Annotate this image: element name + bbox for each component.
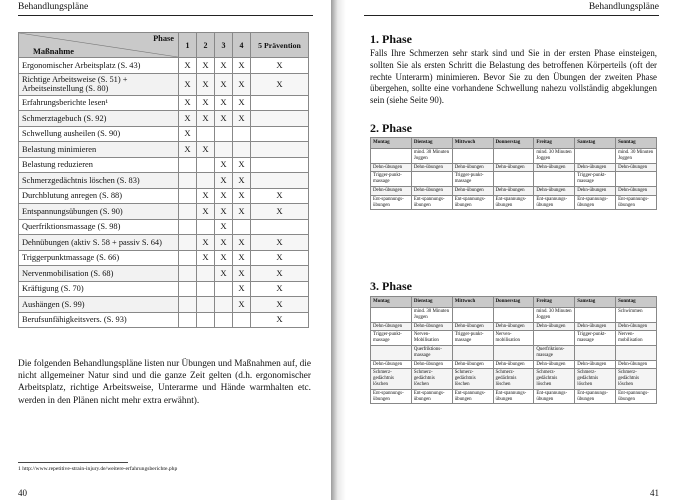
phase-4-mark <box>233 219 251 235</box>
phase-3-mark: X <box>215 219 233 235</box>
phase-1-header: 1 <box>179 33 197 58</box>
schedule-cell: Dehn-übungen <box>575 163 616 172</box>
measures-table <box>18 32 309 328</box>
measure-label: Durchblutung anregen (S. 88) <box>19 188 179 204</box>
schedule-cell: mind. 30 Minuten Joggen <box>411 149 452 164</box>
schedule-cell: Nerven-mobilisation <box>493 331 534 346</box>
phase-2-mark <box>197 157 215 173</box>
schedule-cell: Dehn-übungen <box>371 360 412 369</box>
measures-header-row <box>19 33 309 58</box>
day-header: Mittwoch <box>452 138 493 149</box>
measure-row <box>19 95 309 111</box>
prevention-mark: X <box>251 250 309 266</box>
phase-1-mark: X <box>179 126 197 142</box>
schedule-cell: Ent-spannungs-übungen <box>411 195 452 210</box>
schedule-cell: Schmerz-gedächtnis löschen <box>575 369 616 389</box>
measure-row <box>19 204 309 220</box>
phase-1-mark: X <box>179 142 197 158</box>
measure-label: Erfahrungsberichte lesen¹ <box>19 95 179 111</box>
schedule-cell: Dehn-übungen <box>411 322 452 331</box>
schedule-cell: Dehn-übungen <box>452 163 493 172</box>
schedule-cell: Dehn-übungen <box>493 186 534 195</box>
phase-3-mark: X <box>215 95 233 111</box>
phase-4-mark: X <box>233 281 251 297</box>
phase-2-mark: X <box>197 58 215 74</box>
phase-2-mark <box>197 297 215 313</box>
prevention-mark: X <box>251 281 309 297</box>
schedule-cell: mind. 30 Minuten Joggen <box>616 149 657 164</box>
phase-2-mark <box>197 281 215 297</box>
schedule-cell: Dehn-übungen <box>616 360 657 369</box>
phase-3-mark <box>215 126 233 142</box>
schedule-cell: Dehn-übungen <box>493 163 534 172</box>
phase-2-mark <box>197 266 215 282</box>
prevention-mark: X <box>251 266 309 282</box>
phase-4-mark: X <box>233 157 251 173</box>
schedule-row <box>371 345 657 360</box>
schedule-cell <box>493 172 534 187</box>
phase-1-mark <box>179 204 197 220</box>
schedule-cell: Dehn-übungen <box>534 186 575 195</box>
measure-row <box>19 297 309 313</box>
schedule-row <box>371 331 657 346</box>
page-number-right: 41 <box>650 488 659 498</box>
phase-4-mark: X <box>233 250 251 266</box>
day-header: Dienstag <box>411 297 452 308</box>
phase-1-mark: X <box>179 111 197 127</box>
prevention-mark: X <box>251 297 309 313</box>
schedule-cell <box>371 308 412 323</box>
phase-1-mark <box>179 281 197 297</box>
phase-1-mark <box>179 157 197 173</box>
phase-1-mark <box>179 266 197 282</box>
day-header: Samstag <box>575 138 616 149</box>
schedule-cell <box>575 149 616 164</box>
day-header: Montag <box>371 297 412 308</box>
schedule-cell: Schmerz-gedächtnis löschen <box>411 369 452 389</box>
schedule-cell: Dehn-übungen <box>371 322 412 331</box>
measure-row <box>19 235 309 251</box>
phase-2-mark <box>197 173 215 189</box>
phase-1-mark <box>179 250 197 266</box>
measure-row <box>19 73 309 95</box>
measure-label: Triggerpunktmassage (S. 66) <box>19 250 179 266</box>
day-header: Donnerstag <box>493 138 534 149</box>
phase-3-schedule <box>370 296 657 404</box>
phase-4-mark: X <box>233 58 251 74</box>
phase-3-mark <box>215 312 233 328</box>
phase-3-mark: X <box>215 58 233 74</box>
phase-4-mark: X <box>233 188 251 204</box>
schedule-cell: Dehn-übungen <box>493 322 534 331</box>
schedule-cell: Dehn-übungen <box>452 360 493 369</box>
phase-3-mark: X <box>215 204 233 220</box>
schedule-cell: Dehn-übungen <box>411 360 452 369</box>
phase-3-mark <box>215 281 233 297</box>
schedule-cell: Dehn-übungen <box>534 322 575 331</box>
phase-4-mark: X <box>233 235 251 251</box>
schedule-cell: Ent-spannungs-übungen <box>411 389 452 404</box>
phase-4-mark <box>233 142 251 158</box>
phase-1-mark <box>179 173 197 189</box>
schedule-cell: Schmerz-gedächtnis löschen <box>616 369 657 389</box>
phase-4-mark: X <box>233 95 251 111</box>
phase-1-mark: X <box>179 95 197 111</box>
phase-1-mark <box>179 297 197 313</box>
measure-label: Aushängen (S. 99) <box>19 297 179 313</box>
schedule-cell: Ent-spannungs-übungen <box>534 195 575 210</box>
phase-3-mark: X <box>215 266 233 282</box>
phase-1-mark <box>179 219 197 235</box>
day-header: Donnerstag <box>493 297 534 308</box>
measure-row <box>19 188 309 204</box>
measure-row <box>19 266 309 282</box>
phase-3-mark: X <box>215 235 233 251</box>
prevention-mark: X <box>251 312 309 328</box>
day-header: Montag <box>371 138 412 149</box>
measure-label: Entspannungsübungen (S. 90) <box>19 204 179 220</box>
schedule-cell: Dehn-übungen <box>616 163 657 172</box>
phase-1-text: Falls Ihre Schmerzen sehr stark sind und Sie in der ersten Phase einsteigen, sollten Sie als ersten Schritt die Belastung des betroffenen Körperteils (oft der rechte Unterarm) minimieren. Bevor Sie zu den Übungen der zweiten Phase übergehen, sollte eine vorhandene Schwellung nahezu vollständig abgeklungen sein (siehe Seite 90). <box>370 48 657 106</box>
measure-row <box>19 250 309 266</box>
day-header: Sonntag <box>616 138 657 149</box>
schedule-row <box>371 360 657 369</box>
schedule-cell: Dehn-übungen <box>575 322 616 331</box>
schedule-cell: Nerven-mobilisation <box>616 331 657 346</box>
schedule-cell: Ent-spannungs-übungen <box>616 389 657 404</box>
phase-2-mark: X <box>197 142 215 158</box>
phase-4-mark: X <box>233 266 251 282</box>
phase-3-mark: X <box>215 188 233 204</box>
measure-row <box>19 58 309 74</box>
day-header: Mittwoch <box>452 297 493 308</box>
phase-3-title: 3. Phase <box>370 279 412 293</box>
header-rule-left <box>18 15 313 16</box>
phase-2-mark <box>197 219 215 235</box>
phase-3-mark: X <box>215 250 233 266</box>
measure-label: Schmerztagebuch (S. 92) <box>19 111 179 127</box>
phase-2-mark: X <box>197 95 215 111</box>
schedule-cell: Dehn-übungen <box>371 163 412 172</box>
measure-label: Querfriktionsmassage (S. 98) <box>19 219 179 235</box>
schedule-row <box>371 369 657 389</box>
phase-2-schedule <box>370 137 657 210</box>
schedule-cell: Ent-spannungs-übungen <box>493 389 534 404</box>
schedule-cell: Dehn-übungen <box>371 186 412 195</box>
schedule-cell: Dehn-übungen <box>411 186 452 195</box>
day-header: Freitag <box>534 297 575 308</box>
phase-3-mark <box>215 297 233 313</box>
schedule-cell <box>493 149 534 164</box>
schedule-row <box>371 195 657 210</box>
schedule-cell: Ent-spannungs-übungen <box>575 195 616 210</box>
phase-4-header: 4 <box>233 33 251 58</box>
prevention-header: 5 Prävention <box>251 33 309 58</box>
schedule-cell: Querfriktions-massage <box>411 345 452 360</box>
phase-measure-header <box>19 33 179 58</box>
phase-2-mark: X <box>197 204 215 220</box>
schedule-cell: Trigger-punkt-massage <box>371 172 412 187</box>
measure-row <box>19 126 309 142</box>
schedule-cell: Dehn-übungen <box>534 360 575 369</box>
phase-4-mark: X <box>233 73 251 95</box>
prevention-mark <box>251 111 309 127</box>
phase-4-mark <box>233 312 251 328</box>
schedule-cell: Ent-spannungs-übungen <box>616 195 657 210</box>
schedule-cell <box>452 308 493 323</box>
measure-row <box>19 157 309 173</box>
schedule-cell: Schmerz-gedächtnis löschen <box>452 369 493 389</box>
schedule-row <box>371 389 657 404</box>
right-page <box>346 0 677 500</box>
phase-2-mark <box>197 312 215 328</box>
phase-2-mark: X <box>197 73 215 95</box>
measure-label: Schmerzgedächtnis löschen (S. 83) <box>19 173 179 189</box>
day-header: Dienstag <box>411 138 452 149</box>
measure-label: Dehnübungen (aktiv S. 58 + passiv S. 64) <box>19 235 179 251</box>
schedule-cell <box>493 345 534 360</box>
phase-1-mark <box>179 188 197 204</box>
schedule-cell <box>452 149 493 164</box>
schedule-row <box>371 308 657 323</box>
schedule-cell: Dehn-übungen <box>411 163 452 172</box>
schedule-cell: Schmerz-gedächtnis löschen <box>371 369 412 389</box>
prevention-mark: X <box>251 58 309 74</box>
schedule-row <box>371 186 657 195</box>
schedule-cell: Ent-spannungs-übungen <box>371 195 412 210</box>
schedule-cell: Dehn-übungen <box>575 186 616 195</box>
measure-label: Richtige Arbeitsweise (S. 51) + Arbeitseinstellung (S. 80) <box>19 73 179 95</box>
measure-header-label: Maßnahme <box>33 47 74 56</box>
phase-4-mark: X <box>233 204 251 220</box>
prevention-mark <box>251 157 309 173</box>
phase-1-title: 1. Phase <box>370 32 412 46</box>
schedule-cell: Trigger-punkt-massage <box>371 331 412 346</box>
phase-4-mark: X <box>233 111 251 127</box>
schedule-cell <box>411 172 452 187</box>
measure-row <box>19 173 309 189</box>
schedule-cell: Querfriktions-massage <box>534 345 575 360</box>
measure-row <box>19 312 309 328</box>
schedule-cell: Dehn-übungen <box>452 322 493 331</box>
measure-label: Berufsunfähigkeitsvers. (S. 93) <box>19 312 179 328</box>
schedule-cell: Ent-spannungs-übungen <box>452 195 493 210</box>
measure-label: Belastung minimieren <box>19 142 179 158</box>
schedule-cell: Dehn-übungen <box>493 360 534 369</box>
measure-row <box>19 111 309 127</box>
prevention-mark <box>251 142 309 158</box>
measure-label: Belastung reduzieren <box>19 157 179 173</box>
schedule-cell: Ent-spannungs-übungen <box>534 389 575 404</box>
prevention-mark <box>251 95 309 111</box>
header-rule-right <box>364 15 659 16</box>
schedule-cell: Schwimmen <box>616 308 657 323</box>
prevention-mark: X <box>251 235 309 251</box>
prevention-mark <box>251 126 309 142</box>
page-number-left: 40 <box>18 488 27 498</box>
phase-1-mark: X <box>179 58 197 74</box>
schedule-cell: Dehn-übungen <box>616 186 657 195</box>
schedule-cell: Ent-spannungs-übungen <box>493 195 534 210</box>
schedule-cell: mind. 30 Minuten Joggen <box>534 149 575 164</box>
phase-2-mark: X <box>197 235 215 251</box>
day-header: Freitag <box>534 138 575 149</box>
measure-label: Nervenmobilisation (S. 68) <box>19 266 179 282</box>
schedule-row <box>371 172 657 187</box>
schedule-row <box>371 149 657 164</box>
phase-4-mark: X <box>233 173 251 189</box>
phase-1-mark <box>179 312 197 328</box>
schedule-row <box>371 322 657 331</box>
measure-row <box>19 142 309 158</box>
prevention-mark: X <box>251 73 309 95</box>
schedule-cell: Schmerz-gedächtnis löschen <box>493 369 534 389</box>
schedule-cell <box>534 172 575 187</box>
phase-4-mark: X <box>233 297 251 313</box>
phase-3-mark: X <box>215 157 233 173</box>
schedule-cell: mind. 30 Minuten Joggen <box>411 308 452 323</box>
schedule-cell <box>534 331 575 346</box>
measure-label: Kräftigung (S. 70) <box>19 281 179 297</box>
phase-2-mark: X <box>197 111 215 127</box>
intro-paragraph: Die folgenden Behandlungspläne listen nur Übungen und Maßnahmen auf, die nicht allgemeiner Natur sind und die ganze Zeit gelten (d.h. ergonomischer Arbeitsplatz, richtige Arbeitsweise, Unterarme und Hände warmhalten etc. werden in den Plänen nicht mehr extra erwähnt). <box>18 359 311 406</box>
schedule-cell: Dehn-übungen <box>616 322 657 331</box>
schedule-cell: Trigger-punkt-massage <box>575 331 616 346</box>
footnote-rule <box>18 462 128 463</box>
book-gutter <box>331 0 346 500</box>
schedule-cell: Schmerz-gedächtnis löschen <box>534 369 575 389</box>
schedule-cell <box>575 308 616 323</box>
phase-3-mark <box>215 142 233 158</box>
schedule-cell <box>616 345 657 360</box>
schedule-cell: Trigger-punkt-massage <box>452 172 493 187</box>
schedule-cell: Ent-spannungs-übungen <box>575 389 616 404</box>
schedule-row <box>371 163 657 172</box>
schedule-cell: Ent-spannungs-übungen <box>452 389 493 404</box>
running-head-left: Behandlungspläne <box>18 2 89 12</box>
phase-2-header: 2 <box>197 33 215 58</box>
phase-3-header: 3 <box>215 33 233 58</box>
schedule-cell <box>493 308 534 323</box>
phase-3-mark: X <box>215 173 233 189</box>
phase-header-label: Phase <box>153 34 174 43</box>
running-head-right: Behandlungspläne <box>588 2 659 12</box>
schedule-cell: Dehn-übungen <box>534 163 575 172</box>
phase-4-mark <box>233 126 251 142</box>
schedule-cell: Nerven-Mobilisation <box>411 331 452 346</box>
phase-3-mark: X <box>215 73 233 95</box>
schedule-cell <box>371 345 412 360</box>
day-header: Samstag <box>575 297 616 308</box>
phase-2-mark: X <box>197 250 215 266</box>
phase-2-day-header <box>371 138 657 149</box>
schedule-cell: mind. 30 Minuten Joggen <box>534 308 575 323</box>
schedule-cell: Dehn-übungen <box>575 360 616 369</box>
schedule-cell: Dehn-übungen <box>452 186 493 195</box>
measure-row <box>19 219 309 235</box>
schedule-cell <box>452 345 493 360</box>
schedule-cell <box>371 149 412 164</box>
phase-3-day-header <box>371 297 657 308</box>
measure-label: Ergonomischer Arbeitsplatz (S. 43) <box>19 58 179 74</box>
prevention-mark: X <box>251 188 309 204</box>
footnote: 1 http://www.repetitive-strain-injury.de/weitere-erfahrungsberichte.php <box>18 466 178 472</box>
phase-2-mark: X <box>197 188 215 204</box>
phase-1-mark: X <box>179 73 197 95</box>
prevention-mark <box>251 173 309 189</box>
phase-1-mark <box>179 235 197 251</box>
day-header: Sonntag <box>616 297 657 308</box>
measure-label: Schwellung ausheilen (S. 90) <box>19 126 179 142</box>
schedule-cell <box>616 172 657 187</box>
measure-row <box>19 281 309 297</box>
schedule-cell: Trigger-punkt-massage <box>575 172 616 187</box>
schedule-cell: Trigger-punkt-massage <box>452 331 493 346</box>
schedule-cell: Ent-spannungs-übungen <box>371 389 412 404</box>
phase-2-mark <box>197 126 215 142</box>
phase-2-title: 2. Phase <box>370 121 412 135</box>
schedule-cell <box>575 345 616 360</box>
prevention-mark: X <box>251 204 309 220</box>
left-page <box>0 0 332 500</box>
prevention-mark <box>251 219 309 235</box>
phase-3-mark: X <box>215 111 233 127</box>
